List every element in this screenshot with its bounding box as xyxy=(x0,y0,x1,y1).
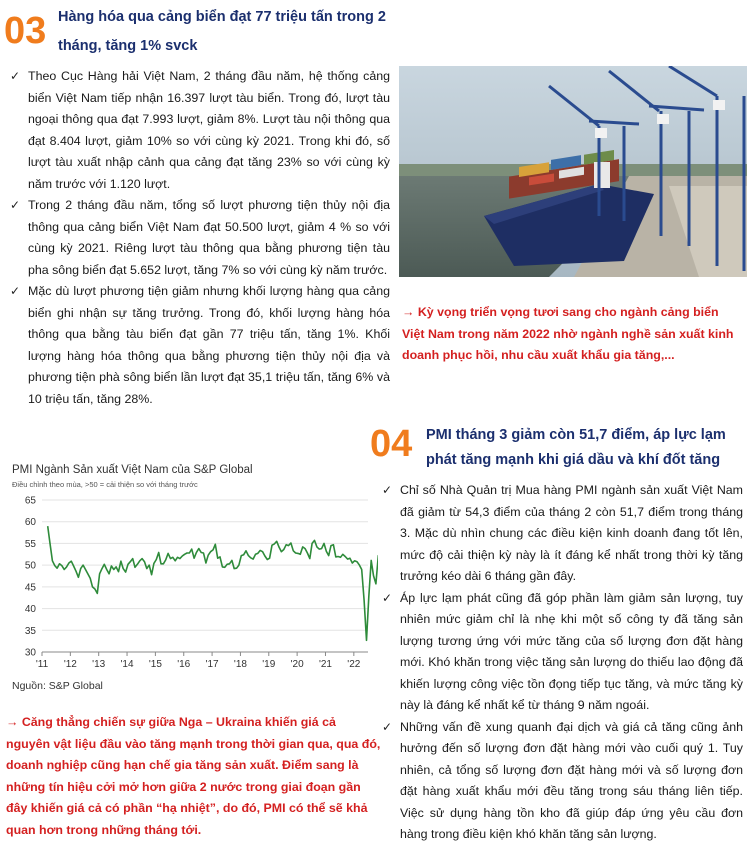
bullet-text: Trong 2 tháng đầu năm, tổng số lượt phương tiện thủy nội địa thông qua cảng biển Việt Nam đạt 50.500 lượt, giảm 4 % so với cùng kỳ 2021. Riêng lượt tàu thông qua bằng phương tiện tàu pha sông biển đạt 5.652 lượt, tăng 7% so với cùng kỳ năm trước. xyxy=(28,198,390,277)
section-4-title-line2: phát tăng mạnh khi giá dầu và khí đốt tăng xyxy=(426,452,721,468)
checkmark-icon: ✓ xyxy=(10,69,21,83)
chart-title: PMI Ngành Sản xuất Việt Nam của S&P Global xyxy=(12,464,253,476)
x-tick-label: '13 xyxy=(92,659,106,670)
chart-callout: → Căng thẳng chiến sự giữa Nga – Ukraina khiến giá cả nguyên vật liệu đầu vào tăng mạnh trong thời gian qua, qua đó, doanh nghiệp cũng hạn chế gia tăng sản xuất. Điểm sang là những tín hiệu cởi mở hơn giữa 2 nước trong giai đoạn gần đây khiến giá cả có phần “hạ nhiệt”, do đó, PMI có thể sẽ khả quan hơn trong những tháng tới. xyxy=(6,715,381,837)
port-photo-illustration xyxy=(399,66,747,277)
x-tick-label: '19 xyxy=(262,659,276,670)
x-tick-label: '12 xyxy=(63,659,77,670)
x-tick-label: '18 xyxy=(233,659,247,670)
x-tick-label: '21 xyxy=(318,659,333,670)
chart-source: Nguồn: S&P Global xyxy=(12,680,103,692)
checkmark-icon: ✓ xyxy=(382,719,393,734)
bullet-item xyxy=(4,66,390,195)
y-tick-label: 55 xyxy=(24,538,36,550)
bullet-item xyxy=(376,717,743,846)
section-3-callout: → Kỳ vọng triển vọng tươi sang cho ngành cảng biển Việt Nam trong năm 2022 nhờ ngành nghề sản xuất kinh doanh phục hồi, nhu cầu xuất khẩu gia tăng,... xyxy=(402,305,734,362)
x-tick-label: '22 xyxy=(347,659,361,670)
section-number-03: 03 xyxy=(4,10,47,52)
y-tick-label: 50 xyxy=(24,560,36,572)
bullet-item xyxy=(376,480,743,588)
bullet-text: Những vấn đề xung quanh đại dịch và giá cả tăng cũng ảnh hưởng đến số lượng đơn đặt hàng mới vào cuối quý 1. Tuy nhiên, cả tổng số lượng đơn đặt hàng mới và số lượng đơn đặt hàng xuất khẩu mới đều tăng trong sáu tháng liên tiếp. Việc sử dụng hàng tồn kho đã giúp đáp ứng yêu cầu đơn hàng trong điều kiện khó khăn tăng sản lượng. xyxy=(400,719,743,841)
x-tick-label: '17 xyxy=(205,659,219,670)
section-number-04: 04 xyxy=(370,423,413,465)
section-3-title-line2: tháng, tăng 1% svck xyxy=(58,38,198,54)
y-tick-label: 40 xyxy=(24,604,36,616)
y-tick-label: 45 xyxy=(24,582,36,594)
x-tick-label: '14 xyxy=(120,659,134,670)
y-tick-label: 30 xyxy=(24,647,36,659)
pmi-line-chart xyxy=(6,492,378,678)
x-tick-label: '15 xyxy=(148,659,162,670)
bullet-text: Chỉ số Nhà Quản trị Mua hàng PMI ngành sản xuất Việt Nam đã giảm từ 54,3 điểm của tháng 2 còn 51,7 điểm trong tháng 3. Mặc dù nhìn chung các điều kiện kinh doanh đang tốt lên, mức độ cải thiện kỳ này là ít đáng kể nhất trong thời kỳ tăng trưởng kéo dài 6 tháng gần đây. xyxy=(400,483,743,583)
y-tick-label: 60 xyxy=(24,517,36,529)
section-3-bullets xyxy=(4,66,390,410)
section-4-heading xyxy=(426,423,751,473)
bullet-item xyxy=(376,588,743,717)
section-3-title-line1: Hàng hóa qua cảng biển đạt 77 triệu tấn trong 2 xyxy=(58,9,386,25)
checkmark-icon: ✓ xyxy=(382,590,393,605)
checkmark-icon: ✓ xyxy=(10,284,21,298)
bullet-text: Theo Cục Hàng hải Việt Nam, 2 tháng đầu năm, hệ thống cảng biển Việt Nam tiếp nhận 16.397 lượt tàu biển. Trong đó, lượt tàu ngoại thông qua đạt 7.993 lượt, giảm 8%. Lượt tàu nội thông qua đạt 8.404 lượt, giảm 10% so với cùng kỳ 2021. Trong khi đó, số lượt tàu xuất nhập cảnh qua cảng đạt tăng 23% so với cùng kỳ năm trước với 1.120 lượt. xyxy=(28,69,390,191)
section-4-title-line1: PMI tháng 3 giảm còn 51,7 điểm, áp lực lạm xyxy=(426,427,726,443)
y-tick-label: 65 xyxy=(24,495,36,507)
x-tick-label: '11 xyxy=(35,659,49,670)
pmi-chart xyxy=(6,462,378,694)
bullet-item xyxy=(4,281,390,410)
section-3-heading xyxy=(58,2,398,59)
checkmark-icon: ✓ xyxy=(382,483,393,497)
bullet-item xyxy=(4,195,390,281)
chart-subtitle: Điều chỉnh theo mùa, >50 = cải thiện so với tháng trước xyxy=(12,480,198,489)
port-photo xyxy=(399,66,747,277)
bullet-text: Mặc dù lượt phương tiện giảm nhưng khối lượng hàng qua cảng biển ghi nhận sự tăng trưởng. Trong đó, khối lượng hàng hóa thông qua bằng tàu biển đạt gần 77 triệu tấn, tăng 1%. Khối lượng hàng hóa thông qua bằng phương tiện thủy nội địa và phương tiện phà sông biển lần lượt đạt 35,1 triệu tấn, tăng 6% và 10 triệu tấn, tăng 28%. xyxy=(28,284,390,406)
section-4-bullets xyxy=(376,480,743,846)
x-tick-label: '20 xyxy=(290,659,304,670)
checkmark-icon: ✓ xyxy=(10,198,21,212)
bullet-text: Áp lực lạm phát cũng đã góp phần làm giảm sản lượng, tuy nhiên mức giảm chỉ là nhẹ khi một số công ty đã tăng sản lượng tương ứng với mức tăng của số lượng đơn đặt hàng mới. Khó khăn trong việc tăng sản lượng do thiếu lao động đã khiến lượng công việc tồn đọng tiếp tục tăng, và mức tăng kỳ này là đáng kể nhất kể từ tháng 9 năm ngoái. xyxy=(400,590,743,712)
y-tick-label: 35 xyxy=(24,625,36,637)
x-tick-label: '16 xyxy=(177,659,191,670)
